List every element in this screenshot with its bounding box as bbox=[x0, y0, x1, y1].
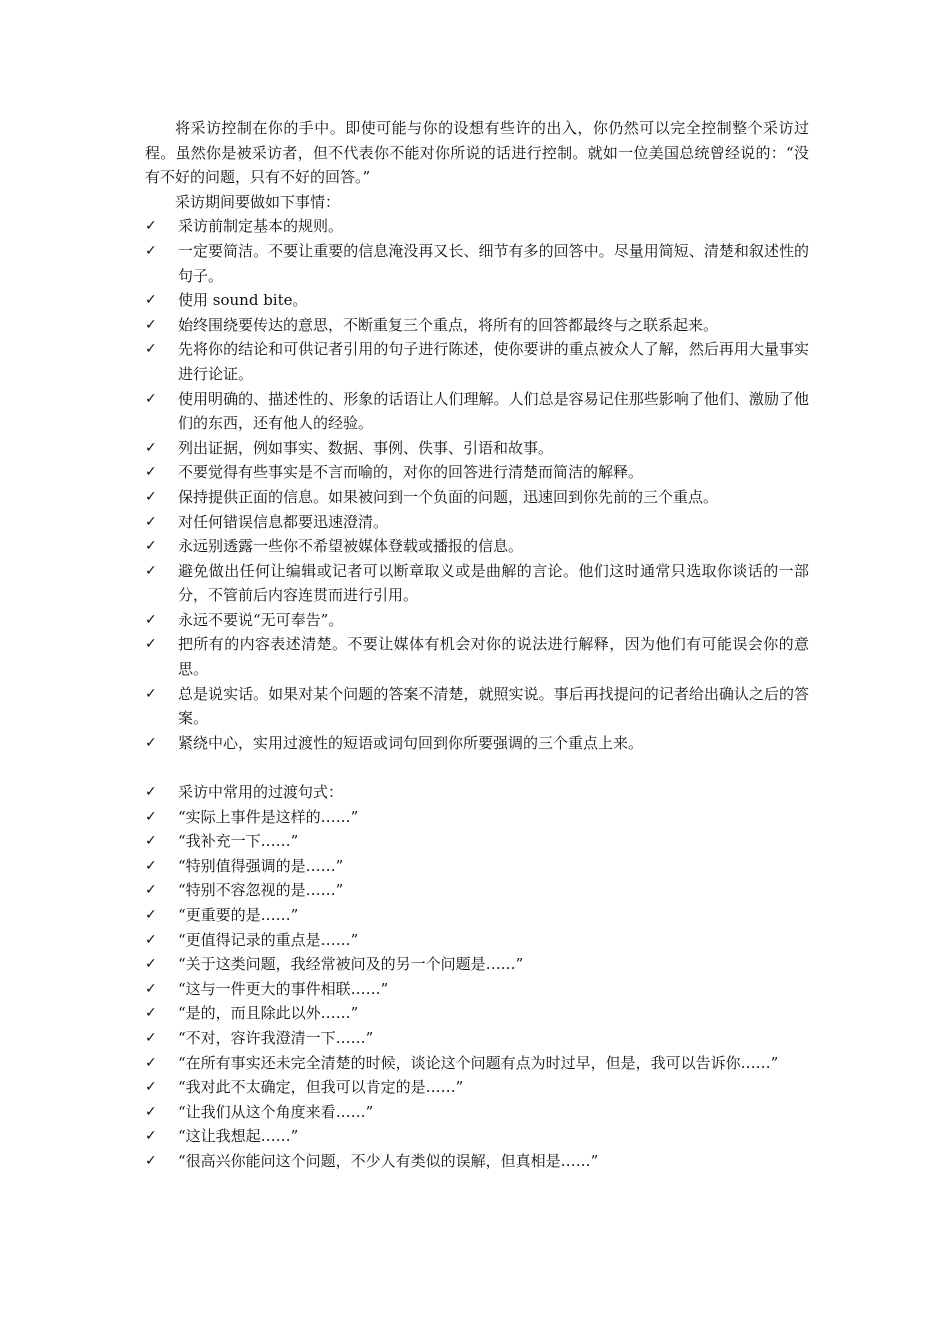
list-item-text: 采访中常用的过渡句式： bbox=[178, 783, 344, 802]
list-item bbox=[145, 854, 809, 879]
check-icon: ✓ bbox=[145, 464, 157, 481]
list-item-text: 保持提供正面的信息。如果被问到一个负面的问题，迅速回到你先前的三个重点。 bbox=[178, 487, 719, 506]
phrase-list bbox=[145, 780, 809, 1174]
list-item-text: “我对此不太确定，但我可以肯定的是……” bbox=[178, 1078, 464, 1097]
list-item-text: 对任何错误信息都要迅速澄清。 bbox=[178, 512, 389, 531]
check-icon: ✓ bbox=[145, 833, 157, 850]
list-item-text: 避免做出任何让编辑或记者可以断章取义或是曲解的言论。他们这时通常只选取你谈话的一部分，不管前后内容连贯而进行引用。 bbox=[178, 561, 809, 605]
section-gap bbox=[145, 755, 809, 780]
check-icon: ✓ bbox=[145, 1128, 157, 1145]
list-item-text: 把所有的内容表述清楚。不要让媒体有机会对你的说法进行解释，因为他们有可能误会你的意思。 bbox=[178, 635, 809, 679]
check-icon: ✓ bbox=[145, 292, 157, 309]
list-item bbox=[145, 780, 809, 805]
check-icon: ✓ bbox=[145, 882, 157, 899]
check-icon: ✓ bbox=[145, 1079, 157, 1096]
list-item-text: “特别值得强调的是……” bbox=[178, 856, 344, 875]
check-icon: ✓ bbox=[145, 685, 157, 702]
check-icon: ✓ bbox=[145, 1029, 157, 1046]
list-item bbox=[145, 632, 809, 681]
list-item-text: “这与一件更大的事件相联……” bbox=[178, 979, 389, 998]
check-icon: ✓ bbox=[145, 980, 157, 997]
list-item-text: “我补充一下……” bbox=[178, 832, 299, 851]
list-item bbox=[145, 1051, 809, 1076]
check-icon: ✓ bbox=[145, 316, 157, 333]
list-item bbox=[145, 510, 809, 535]
list-item bbox=[145, 214, 809, 239]
check-icon: ✓ bbox=[145, 907, 157, 923]
list-item-text: “特别不容忽视的是……” bbox=[178, 881, 344, 900]
list-item-text: 使用明确的、描述性的、形象的话语让人们理解。人们总是容易记住那些影响了他们、激励了他们的东西，还有他人的经验。 bbox=[178, 389, 809, 433]
list-item bbox=[145, 1026, 809, 1051]
check-icon: ✓ bbox=[145, 808, 157, 825]
list-item-text: 总是说实话。如果对某个问题的答案不清楚，就照实说。事后再找提问的记者给出确认之后的答案。 bbox=[178, 684, 809, 728]
list-item bbox=[145, 387, 809, 436]
list-item-text: “不对，容许我澄清一下……” bbox=[178, 1028, 374, 1047]
list-item bbox=[145, 682, 809, 731]
check-icon: ✓ bbox=[145, 1103, 157, 1120]
check-icon: ✓ bbox=[145, 1054, 157, 1071]
list-item-text: 一定要简洁。不要让重要的信息淹没再又长、细节有多的回答中。尽量用简短、清楚和叙述性的句子。 bbox=[178, 241, 809, 285]
list-item bbox=[145, 559, 809, 608]
list-item bbox=[145, 288, 809, 313]
check-icon: ✓ bbox=[145, 931, 157, 948]
list-item bbox=[145, 829, 809, 854]
list-item-text: “实际上事件是这样的……” bbox=[178, 807, 359, 826]
list-item-text: 永远不要说“无可奉告”。 bbox=[178, 610, 344, 629]
list-item bbox=[145, 485, 809, 510]
list-item bbox=[145, 1124, 809, 1149]
list-item-text: “是的，而且除此以外……” bbox=[178, 1004, 359, 1023]
list-item-text: “这让我想起……” bbox=[178, 1127, 299, 1146]
check-icon: ✓ bbox=[145, 857, 157, 874]
list-item bbox=[145, 878, 809, 903]
list-item-text: 永远别透露一些你不希望被媒体登载或播报的信息。 bbox=[178, 537, 524, 556]
list-item-text: 先将你的结论和可供记者引用的句子进行陈述，使你要讲的重点被众人了解，然后再用大量事实进行论证。 bbox=[178, 340, 809, 383]
list-item bbox=[145, 337, 809, 386]
check-icon: ✓ bbox=[145, 1005, 157, 1022]
check-icon: ✓ bbox=[145, 784, 157, 801]
list-item bbox=[145, 239, 809, 288]
task-list bbox=[145, 214, 809, 755]
check-icon: ✓ bbox=[145, 242, 157, 259]
check-icon: ✓ bbox=[145, 956, 157, 973]
list-item bbox=[145, 1149, 809, 1174]
list-item-text: “更重要的是……” bbox=[178, 906, 299, 924]
list-item-text: 使用 sound bite。 bbox=[178, 291, 308, 310]
check-icon: ✓ bbox=[145, 513, 157, 530]
list-item bbox=[145, 460, 809, 485]
document-page bbox=[145, 116, 809, 1174]
check-icon: ✓ bbox=[145, 488, 157, 505]
list-item-text: 不要觉得有些事实是不言而喻的，对你的回答进行清楚而简洁的解释。 bbox=[178, 463, 644, 482]
check-icon: ✓ bbox=[145, 341, 157, 358]
check-icon: ✓ bbox=[145, 538, 157, 555]
check-icon: ✓ bbox=[145, 390, 157, 407]
list-item bbox=[145, 731, 809, 756]
list-item bbox=[145, 805, 809, 830]
intro-paragraph: 将采访控制在你的手中。即使可能与你的设想有些许的出入，你仍然可以完全控制整个采访过程。虽然你是被采访者，但不代表你不能对你所说的话进行控制。就如一位美国总统曾经说的：“没有不好的问题，只有不好的回答。” bbox=[145, 119, 809, 187]
list-item-text: “很高兴你能问这个问题，不少人有类似的误解，但真相是……” bbox=[178, 1151, 599, 1170]
list-item-text: “在所有事实还未完全清楚的时候，谈论这个问题有点为时过早，但是，我可以告诉你……” bbox=[178, 1053, 779, 1072]
list-item-text: 列出证据，例如事实、数据、事例、佚事、引语和故事。 bbox=[178, 438, 554, 457]
check-icon: ✓ bbox=[145, 562, 157, 579]
check-icon: ✓ bbox=[145, 439, 157, 456]
list-item-text: 始终围绕要传达的意思，不断重复三个重点，将所有的回答都最终与之联系起来。 bbox=[178, 315, 719, 334]
list-item-text: 采访前制定基本的规则。 bbox=[178, 217, 344, 236]
list-item bbox=[145, 608, 809, 633]
list-item-text: 紧绕中心，实用过渡性的短语或词句回到你所要强调的三个重点上来。 bbox=[178, 733, 644, 752]
list-item bbox=[145, 1001, 809, 1026]
check-icon: ✓ bbox=[145, 734, 157, 751]
list-item bbox=[145, 928, 809, 953]
list-item bbox=[145, 436, 809, 461]
check-icon: ✓ bbox=[145, 611, 157, 628]
list-item-text: “让我们从这个角度来看……” bbox=[178, 1102, 374, 1121]
intro-subheading: 采访期间要做如下事情： bbox=[175, 192, 341, 211]
list-item bbox=[145, 952, 809, 977]
list-item-text: “更值得记录的重点是……” bbox=[178, 930, 359, 949]
check-icon: ✓ bbox=[145, 218, 157, 235]
list-item bbox=[145, 903, 809, 928]
check-icon: ✓ bbox=[145, 1152, 157, 1169]
list-item bbox=[145, 1075, 809, 1100]
list-item bbox=[145, 1100, 809, 1125]
check-icon: ✓ bbox=[145, 636, 157, 653]
list-item bbox=[145, 313, 809, 338]
list-item-text: “关于这类问题，我经常被问及的另一个问题是……” bbox=[178, 955, 524, 974]
list-item bbox=[145, 977, 809, 1002]
list-item bbox=[145, 534, 809, 559]
